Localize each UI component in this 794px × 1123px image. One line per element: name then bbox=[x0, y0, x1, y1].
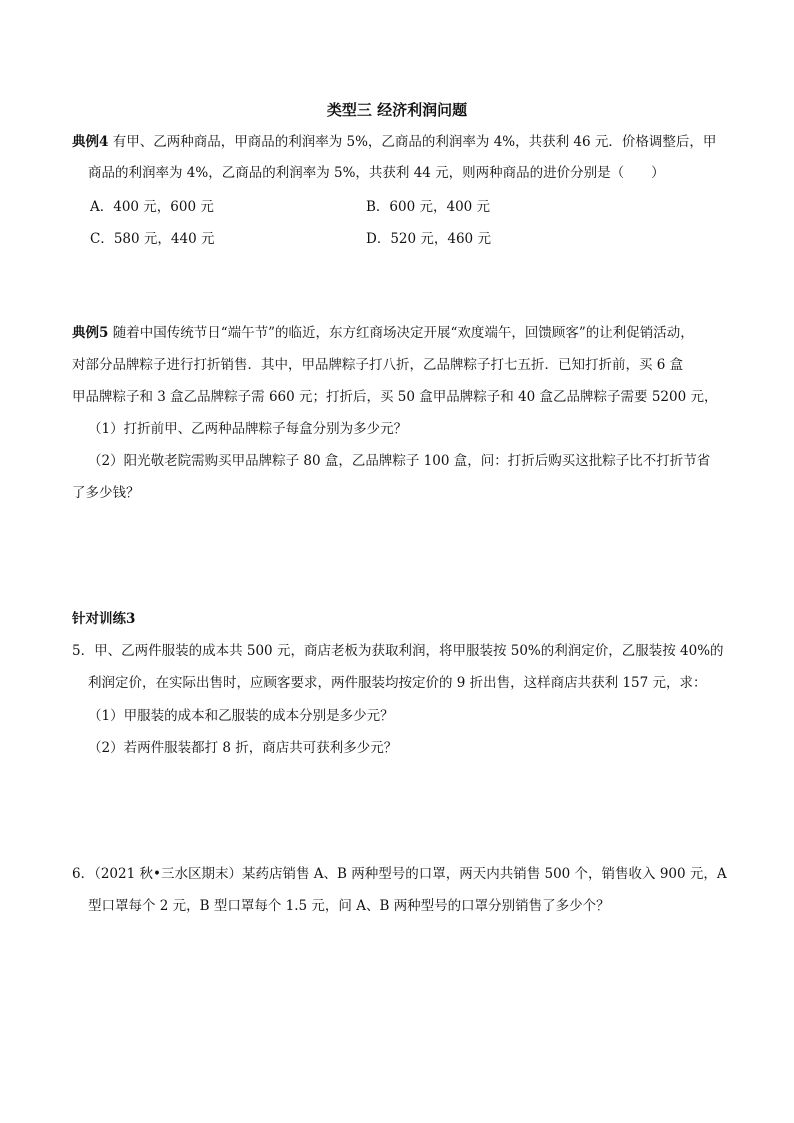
option-b: B．600 元，400 元 bbox=[366, 199, 491, 215]
example4-label: 典例4 bbox=[72, 134, 109, 150]
example5-question1: （1）打折前甲、乙两种品牌粽子每盒分别为多少元？ bbox=[88, 421, 408, 437]
problem5-line2: 利润定价，在实际出售时，应顾客要求，两件服装均按定价的 9 折出售，这样商店共获利 157 元，求： bbox=[88, 675, 707, 691]
option-a: A．400 元，600 元 bbox=[90, 199, 214, 215]
problem5-question2: （2）若两件服装都打 8 折，商店共可获利多少元？ bbox=[88, 740, 398, 756]
example5-line1 bbox=[72, 323, 694, 343]
problem5-line1: 5．甲、乙两件服装的成本共 500 元，商店老板为获取利润，将甲服装按 50%的利润定价，乙服装按 40%的 bbox=[72, 643, 724, 659]
example5-line3: 甲品牌粽子和 3 盒乙品牌粽子需 660 元；打折后，买 50 盒甲品牌粽子和 40 盒乙品牌粽子需要 5200 元， bbox=[72, 389, 718, 405]
example5-line2: 对部分品牌粽子进行打折销售．其中，甲品牌粽子打八折，乙品牌粽子打七五折．已知打折前，买 6 盒 bbox=[72, 357, 684, 373]
example5-text-1: 随着中国传统节日“端午节”的临近，东方红商场决定开展“欢度端午，回馈顾客”的让利促销活动， bbox=[112, 325, 694, 341]
section-title: 类型三 经济利润问题 bbox=[326, 101, 468, 119]
example5-label: 典例5 bbox=[72, 325, 109, 341]
option-d: D．520 元，460 元 bbox=[366, 231, 491, 247]
example4-line2: 商品的利润率为 4%，乙商品的利润率为 5%，共获利 44 元，则两种商品的进价分别是（ ） bbox=[88, 165, 665, 181]
example4-line1 bbox=[72, 132, 716, 152]
example5-question2-line1: （2）阳光敬老院需购买甲品牌粽子 80 盒，乙品牌粽子 100 盒，问：打折后购买这批粽子比不打折节省 bbox=[88, 453, 711, 469]
problem6-line2: 型口罩每个 2 元，B 型口罩每个 1.5 元，问 A、B 两种型号的口罩分别销售了多少个？ bbox=[88, 898, 610, 914]
problem5-question1: （1）甲服装的成本和乙服装的成本分别是多少元？ bbox=[88, 708, 394, 724]
training-heading: 针对训练3 bbox=[72, 611, 136, 627]
example4-text-1: 有甲、乙两种商品，甲商品的利润率为 5%，乙商品的利润率为 4%，共获利 46 元．价格调整后，甲 bbox=[112, 134, 717, 150]
problem6-line1: 6．（2021 秋•三水区期末）某药店销售 A、B 两种型号的口罩，两天内共销售 500 个，销售收入 900 元，A bbox=[72, 866, 727, 882]
option-c: C．580 元，440 元 bbox=[90, 231, 215, 247]
example5-question2-line2: 了多少钱？ bbox=[72, 485, 140, 501]
